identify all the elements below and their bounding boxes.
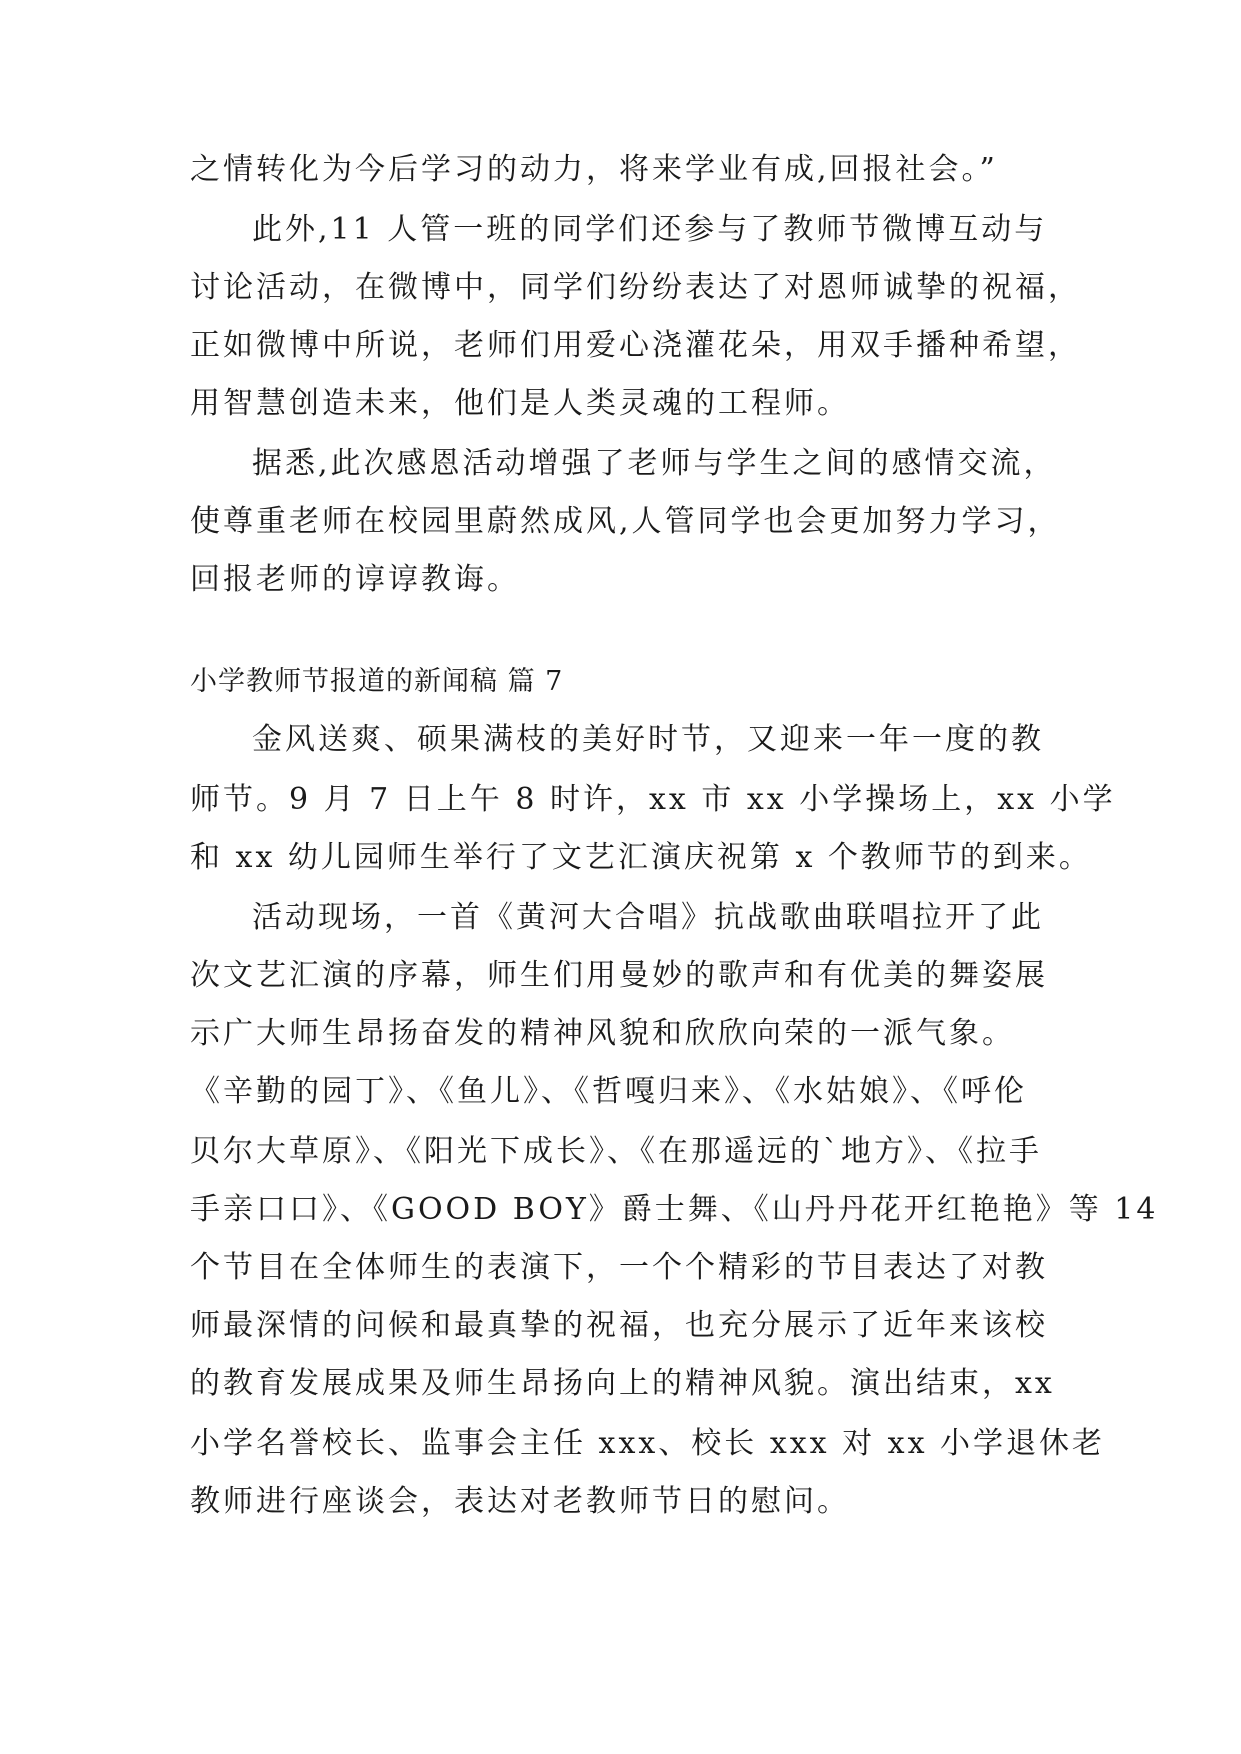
- paragraph-line: 之情转化为今后学习的动力，将来学业有成,回报社会。”: [190, 152, 998, 187]
- paragraph-line: 小学名誉校长、监事会主任 xxx、校长 xxx 对 xx 小学退休老: [190, 1426, 1106, 1461]
- paragraph-line: 教师进行座谈会，表达对老教师节日的慰问。: [190, 1484, 850, 1519]
- paragraph-line: 贝尔大草原》、《阳光下成长》、《在那遥远的`地方》、《拉手: [190, 1134, 1042, 1169]
- section-heading: 小学教师节报道的新闻稿 篇 7: [190, 666, 564, 697]
- paragraph-line: 金风送爽、硕果满枝的美好时节，又迎来一年一度的教: [252, 722, 1044, 757]
- paragraph-line: 讨论活动，在微博中，同学们纷纷表达了对恩师诚挚的祝福，: [190, 270, 1081, 305]
- paragraph-line: 活动现场，一首《黄河大合唱》抗战歌曲联唱拉开了此: [252, 900, 1044, 935]
- paragraph-line: 师最深情的问候和最真挚的祝福，也充分展示了近年来该校: [190, 1308, 1048, 1343]
- paragraph-line: 此外,11 人管一班的同学们还参与了教师节微博互动与: [252, 212, 1048, 247]
- paragraph-line: 师节。9 月 7 日上午 8 时许，xx 市 xx 小学操场上，xx 小学: [190, 782, 1116, 817]
- paragraph-line: 手亲口口》、《GOOD BOY》爵士舞、《山丹丹花开红艳艳》等 14: [190, 1192, 1159, 1227]
- paragraph-line: 示广大师生昂扬奋发的精神风貌和欣欣向荣的一派气象。: [190, 1016, 1015, 1051]
- paragraph-line: 个节目在全体师生的表演下，一个个精彩的节目表达了对教: [190, 1250, 1048, 1285]
- paragraph-line: 和 xx 幼儿园师生举行了文艺汇演庆祝第 x 个教师节的到来。: [190, 840, 1092, 875]
- paragraph-line: 用智慧创造未来，他们是人类灵魂的工程师。: [190, 386, 850, 421]
- paragraph-line: 回报老师的谆谆教诲。: [190, 562, 520, 597]
- paragraph-line: 的教育发展成果及师生昂扬向上的精神风貌。演出结束，xx: [190, 1366, 1055, 1401]
- paragraph-line: 据悉,此次感恩活动增强了老师与学生之间的感情交流，: [252, 446, 1057, 481]
- paragraph-line: 正如微博中所说，老师们用爱心浇灌花朵，用双手播种希望，: [190, 328, 1081, 363]
- paragraph-line: 次文艺汇演的序幕，师生们用曼妙的歌声和有优美的舞姿展: [190, 958, 1048, 993]
- paragraph-line: 使尊重老师在校园里蔚然成风,人管同学也会更加努力学习，: [190, 504, 1061, 539]
- paragraph-line: 《辛勤的园丁》、《鱼儿》、《哲嘎归来》、《水姑娘》、《呼伦: [190, 1074, 1027, 1109]
